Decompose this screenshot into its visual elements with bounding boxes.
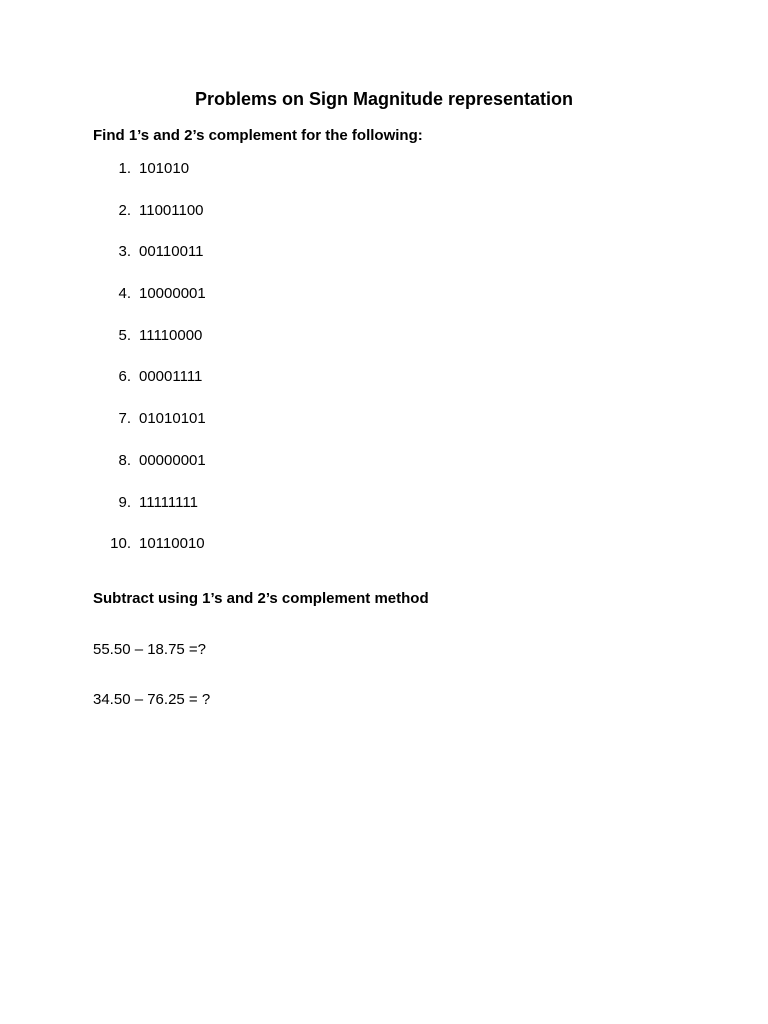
list-item-number: 4. [118, 285, 131, 303]
list-item-number: 3. [118, 243, 131, 261]
list-item-value: 11001100 [139, 201, 204, 219]
list-item-number: 2. [118, 201, 131, 219]
list-item-number: 10. [110, 535, 131, 553]
subtraction-problem: 55.50 – 18.75 =? [93, 641, 207, 658]
list-item-number: 9. [118, 493, 131, 511]
list-item-number: 5. [118, 326, 131, 344]
list-item-value: 00000001 [139, 451, 206, 469]
list-item-value: 00110011 [139, 243, 204, 261]
subtraction-problem: 34.50 – 76.25 = ? [93, 691, 211, 708]
list-item-value: 10110010 [139, 535, 205, 553]
list-item-value: 101010 [139, 160, 190, 177]
list-item-number: 8. [118, 451, 131, 469]
list-item-value: 11110000 [139, 326, 203, 344]
list-item-value: 10000001 [139, 285, 206, 303]
page-title: Problems on Sign Magnitude representation [194, 89, 574, 109]
list-item-value: 00001111 [139, 368, 203, 386]
list-item-number: 6. [118, 368, 131, 386]
section-heading-complements: Find 1’s and 2’s complement for the following: [93, 127, 423, 144]
section-heading-subtraction: Subtract using 1’s and 2’s complement method [93, 590, 429, 607]
list-item-number: 1. [118, 160, 131, 177]
list-item-value: 11111111 [139, 493, 198, 511]
list-item-value: 01010101 [139, 410, 206, 428]
list-item-number: 7. [118, 410, 131, 428]
